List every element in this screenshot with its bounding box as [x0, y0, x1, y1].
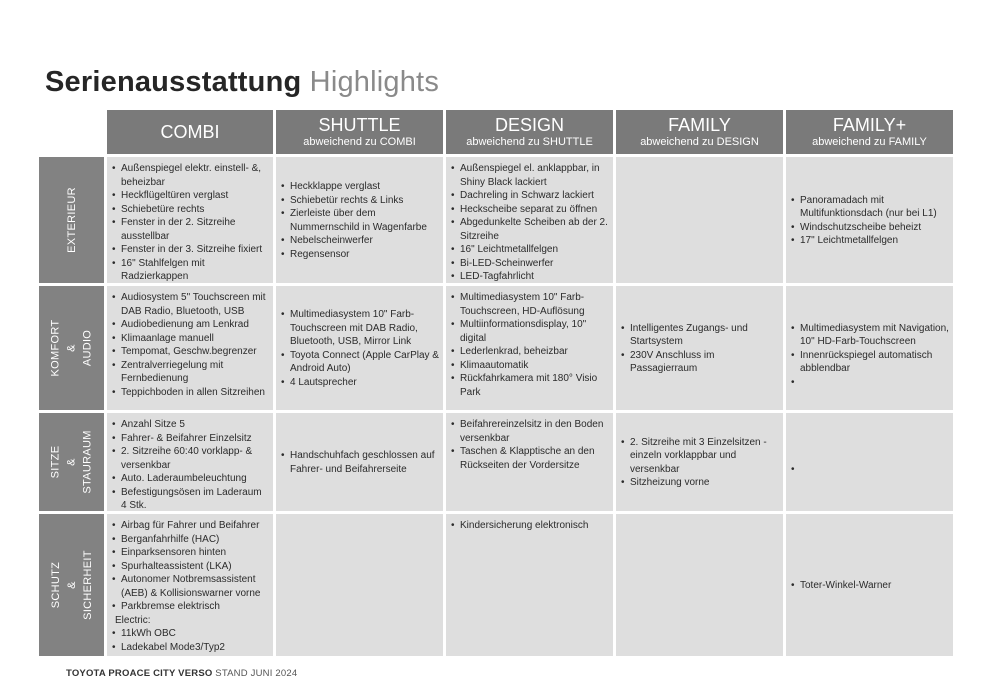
feature-item: • Ladekabel Mode3/Typ2: [111, 641, 269, 655]
feature-list: [450, 162, 609, 283]
feature-item: • 2. Sitzreihe 60:40 vorklapp- & versenkbar: [111, 445, 269, 472]
feature-item: • Toter-Winkel-Warner: [790, 579, 949, 593]
page-footer: [66, 668, 297, 679]
feature-subheading: Electric:: [115, 614, 151, 626]
feature-list: [790, 322, 949, 376]
cell-exterieur-design: [446, 157, 613, 283]
column-header-family-plus: [786, 110, 953, 154]
column-name: FAMILY+: [832, 115, 907, 135]
cell-sitze-shuttle: [276, 413, 443, 511]
cell-sitze-family: [616, 413, 783, 511]
feature-item: • Klimaautomatik: [450, 359, 609, 373]
feature-list: [111, 519, 269, 654]
column-name: FAMILY: [668, 115, 731, 135]
feature-list: [280, 180, 439, 261]
feature-list: [790, 194, 949, 248]
column-subtitle: abweichend zu COMBI: [303, 136, 416, 148]
feature-list: [280, 308, 439, 389]
row-label-line: EXTERIEUR: [65, 187, 78, 253]
feature-item: • Multimediasystem 10" Farb-Touchscreen mit DAB Radio, Bluetooth, USB, Mirror Link: [280, 308, 439, 349]
feature-item: • Befestigungsösen im Laderaum 4 Stk.: [111, 486, 269, 512]
feature-item: • 2. Sitzreihe mit 3 Einzelsitzen - einzeln vorklappbar und versenkbar: [620, 436, 779, 477]
cell-komfort-shuttle: [276, 286, 443, 410]
feature-item: • Parkbremse elektrisch: [111, 600, 269, 614]
row-label-line: SCHUTZ: [49, 561, 62, 609]
feature-item: • 16" Leichtmetallfelgen: [450, 243, 609, 257]
feature-item: • Abgedunkelte Scheiben ab der 2. Sitzreihe: [450, 216, 609, 243]
footer-model: TOYOTA PROACE CITY VERSO: [66, 668, 213, 679]
feature-item: • 16" Stahlfelgen mit Radzierkappen: [111, 257, 269, 284]
cell-schutz-family-plus: [786, 514, 953, 656]
feature-item: • Tempomat, Geschw.begrenzer: [111, 345, 269, 359]
feature-item: • Zentralverriegelung mit Fernbedienung: [111, 359, 269, 386]
cell-exterieur-family: [616, 157, 783, 283]
feature-item: • Anzahl Sitze 5: [111, 418, 269, 432]
feature-item: • Beifahrereinzelsitz in den Boden versenkbar: [450, 418, 609, 445]
cell-sitze-family-plus: [786, 413, 953, 511]
feature-item: • Klimaanlage manuell: [111, 332, 269, 346]
feature-item: • Sitzheizung vorne: [620, 476, 779, 490]
feature-item: • Nebelscheinwerfer: [280, 234, 439, 248]
column-header-combi: [107, 110, 273, 154]
feature-item: • Heckscheibe separat zu öffnen: [450, 203, 609, 217]
column-name: SHUTTLE: [318, 115, 401, 135]
feature-item: • Taschen & Klapptische an den Rückseiten der Vordersitze: [450, 445, 609, 472]
feature-item: • Fenster in der 3. Sitzreihe fixiert: [111, 243, 269, 257]
cell-sitze-design: [446, 413, 613, 511]
cell-exterieur-family-plus: [786, 157, 953, 283]
feature-item: • Autonomer Notbremsassistent (AEB) & Kollisionswarner vorne: [111, 573, 269, 600]
cell-exterieur-shuttle: [276, 157, 443, 283]
feature-item: • 17" Leichtmetallfelgen: [790, 234, 949, 248]
feature-item: • Multiinformationsdisplay, 10" digital: [450, 318, 609, 345]
row-label-exterieur: [39, 157, 104, 283]
row-label-line: &: [65, 581, 78, 589]
row-label-line: AUDIO: [81, 329, 94, 367]
row-label-line: SITZE: [49, 445, 62, 479]
row-label-line: &: [65, 344, 78, 352]
column-header-family: [616, 110, 783, 154]
feature-list: [450, 418, 609, 472]
feature-item: • 230V Anschluss im Passagierraum: [620, 349, 779, 376]
column-subtitle: abweichend zu FAMILY: [812, 136, 927, 148]
feature-list: [790, 579, 949, 593]
feature-item: • Multimediasystem 10" Farb-Touchscreen, HD-Auflösung: [450, 291, 609, 318]
row-label-text: [48, 320, 96, 377]
feature-item: • Audiosystem 5" Touchscreen mit DAB Radio, Bluetooth, USB: [111, 291, 269, 318]
page-title-main: Serienausstattung: [45, 66, 302, 98]
feature-list: [111, 162, 269, 283]
feature-item: • Audiobedienung am Lenkrad: [111, 318, 269, 332]
column-header-design: [446, 110, 613, 154]
row-label-text: [48, 550, 96, 620]
feature-item: • Handschuhfach geschlossen auf Fahrer- und Beifahrerseite: [280, 449, 439, 476]
feature-list: [280, 449, 439, 476]
cell-schutz-shuttle: [276, 514, 443, 656]
column-header-shuttle: [276, 110, 443, 154]
feature-item: • Zierleiste über dem Nummernschild in Wagenfarbe: [280, 207, 439, 234]
feature-item: • Windschutzscheibe beheizt: [790, 221, 949, 235]
feature-item: • Schiebetür rechts & Links: [280, 194, 439, 208]
page-title-sub: Highlights: [309, 66, 440, 98]
page-title: [45, 66, 439, 99]
feature-list: [620, 436, 779, 490]
row-label-sitze-stauraum: [39, 413, 104, 511]
feature-item: • Berganfahrhilfe (HAC): [111, 533, 269, 547]
column-subtitle: abweichend zu SHUTTLE: [466, 136, 593, 148]
feature-item: • Teppichboden in allen Sitzreihen: [111, 386, 269, 400]
feature-item: • Heckflügeltüren verglast: [111, 189, 269, 203]
feature-list: [111, 418, 269, 511]
row-label-line: &: [65, 458, 78, 466]
cell-sitze-combi: [107, 413, 273, 511]
cell-komfort-family: [616, 286, 783, 410]
feature-item: • Spurhalteassistent (LKA): [111, 560, 269, 574]
feature-list: [450, 519, 609, 533]
footer-date: STAND JUNI 2024: [215, 668, 298, 679]
feature-item: • LED-Tagfahrlicht: [450, 270, 609, 283]
column-subtitle: abweichend zu DESIGN: [640, 136, 759, 148]
row-label-text: [48, 430, 96, 493]
feature-item: • Heckklappe verglast: [280, 180, 439, 194]
cell-exterieur-combi: [107, 157, 273, 283]
feature-item: • Panoramadach mit Multifunktionsdach (nur bei L1): [790, 194, 949, 221]
feature-item: • Einparksensoren hinten: [111, 546, 269, 560]
cell-schutz-family: [616, 514, 783, 656]
cell-komfort-family-plus: [786, 286, 953, 410]
feature-item: • Innenrückspiegel automatisch abblendbar: [790, 349, 949, 376]
feature-item: • Rückfahrkamera mit 180° Visio Park: [450, 372, 609, 399]
feature-item: • Dachreling in Schwarz lackiert: [450, 189, 609, 203]
feature-item: • Regensensor: [280, 248, 439, 262]
feature-item: • Fenster in der 2. Sitzreihe ausstellbar: [111, 216, 269, 243]
feature-list: [450, 291, 609, 399]
row-label-line: STAURAUM: [81, 430, 94, 494]
feature-item: • Intelligentes Zugangs- und Startsystem: [620, 322, 779, 349]
feature-item: • Außenspiegel el. anklappbar, in Shiny Black lackiert: [450, 162, 609, 189]
feature-item: • Fahrer- & Beifahrer Einzelsitz: [111, 432, 269, 446]
feature-item: • Bi-LED-Scheinwerfer: [450, 257, 609, 271]
feature-item: • Lederlenkrad, beheizbar: [450, 345, 609, 359]
column-name: DESIGN: [494, 115, 564, 135]
feature-item: • Auto. Laderaumbeleuchtung: [111, 472, 269, 486]
feature-item: • Toyota Connect (Apple CarPlay & Android Auto): [280, 349, 439, 376]
feature-item: • 4 Lautsprecher: [280, 376, 439, 390]
feature-item: • Multimediasystem mit Navigation, 10" HD-Farb-Touchscreen: [790, 322, 949, 349]
row-label-line: SICHERHEIT: [81, 550, 94, 620]
feature-item: • 11kWh OBC: [111, 627, 269, 641]
feature-item: • Schiebetüre rechts: [111, 203, 269, 217]
feature-item: • Außenspiegel elektr. einstell- &, beheizbar: [111, 162, 269, 189]
feature-list: [620, 322, 779, 376]
row-label-text: [64, 187, 80, 253]
feature-list: [111, 291, 269, 399]
row-label-schutz-sicherheit: [39, 514, 104, 656]
equipment-table: [39, 110, 953, 656]
column-name: COMBI: [160, 122, 220, 142]
cell-komfort-design: [446, 286, 613, 410]
cell-schutz-combi: [107, 514, 273, 656]
feature-item: • Kindersicherung elektronisch: [450, 519, 609, 533]
cell-komfort-combi: [107, 286, 273, 410]
row-label-komfort-audio: [39, 286, 104, 410]
cell-schutz-design: [446, 514, 613, 656]
row-label-line: KOMFORT: [49, 319, 62, 377]
feature-item: • Airbag für Fahrer und Beifahrer: [111, 519, 269, 533]
